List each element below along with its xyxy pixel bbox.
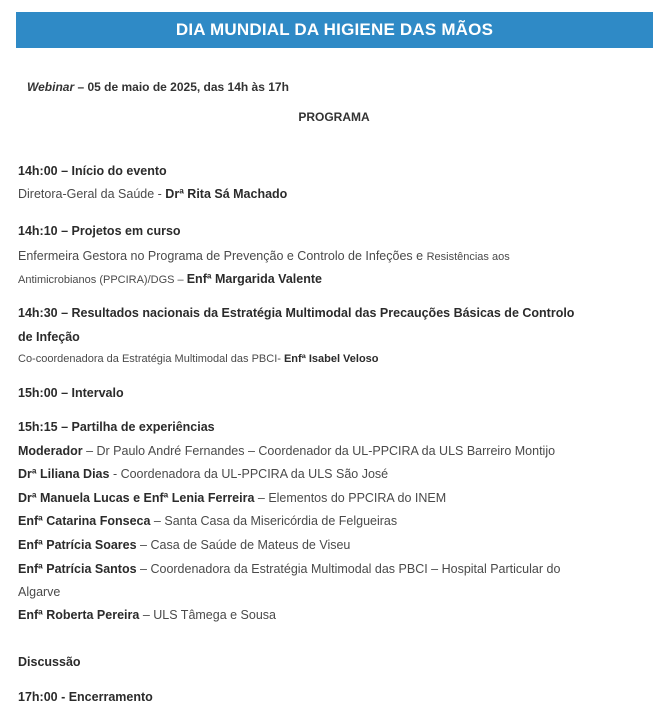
panelist-line: [18, 467, 388, 481]
programa-heading: PROGRAMA: [298, 110, 370, 124]
session-results-title: 14h:30 – Resultados nacionais da Estratégia Multimodal das Precauções Básicas de Controlo: [18, 306, 575, 320]
panelist-role: – Santa Casa da Misericórdia de Felgueiras: [150, 514, 398, 528]
session-results-title-cont: de Infeção: [18, 330, 80, 344]
session-start-title: 14h:00 – Início do evento: [18, 164, 167, 178]
speaker-role-cont: Resistências aos: [426, 251, 510, 263]
panelist-name: Drª Liliana Dias: [18, 467, 110, 481]
panelist-line: [18, 491, 446, 505]
panelist-name: Enfª Patrícia Soares: [18, 538, 137, 552]
session-projects-speaker: [18, 272, 322, 286]
webinar-label: Webinar: [27, 80, 75, 94]
panelist-name: Drª Manuela Lucas e Enfª Lenia Ferreira: [18, 491, 255, 505]
panelist-role: - Coordenadora da UL-PPCIRA da ULS São José: [109, 467, 389, 481]
panelist-role: – Coordenadora da Estratégia Multimodal das PBCI – Hospital Particular do: [136, 562, 561, 576]
session-projects-title: 14h:10 – Projetos em curso: [18, 224, 181, 238]
speaker-name: Enfª Margarida Valente: [186, 272, 322, 286]
event-title-banner: DIA MUNDIAL DA HIGIENE DAS MÃOS: [16, 12, 653, 48]
speaker-role: Enfermeira Gestora no Programa de Prevenção e Controlo de Infeções e: [18, 249, 427, 263]
webinar-line: [27, 80, 289, 94]
panelist-name: Enfª Patrícia Santos: [18, 562, 137, 576]
speaker-role: Diretora-Geral da Saúde -: [18, 187, 166, 201]
session-interval-title: 15h:00 – Intervalo: [18, 386, 124, 400]
closing-title: 17h:00 - Encerramento: [18, 690, 153, 704]
speaker-role: Co-coordenadora da Estratégia Multimodal das PBCI-: [18, 353, 284, 365]
panelist-name: Moderador: [18, 444, 83, 458]
panelist-name: Enfª Catarina Fonseca: [18, 514, 151, 528]
speaker-name: Enfª Isabel Veloso: [283, 353, 379, 365]
panelist-role: – Dr Paulo André Fernandes – Coordenador da UL-PPCIRA da ULS Barreiro Montijo: [82, 444, 556, 458]
panelist-role: – ULS Tâmega e Sousa: [139, 608, 277, 622]
speaker-name: Drª Rita Sá Machado: [165, 187, 288, 201]
panelist-line: [18, 562, 560, 576]
panelist-line: [18, 608, 276, 622]
panelist-line: [18, 514, 397, 528]
session-experiences-title: 15h:15 – Partilha de experiências: [18, 420, 215, 434]
panelist-line: [18, 538, 350, 552]
panelist-line-cont: Algarve: [18, 585, 61, 599]
session-start-speaker: [18, 187, 287, 201]
panelist-role: – Casa de Saúde de Mateus de Viseu: [136, 538, 351, 552]
speaker-role: Antimicrobianos (PPCIRA)/DGS –: [18, 274, 187, 286]
session-projects-role: [18, 249, 510, 263]
webinar-date: – 05 de maio de 2025, das 14h às 17h: [74, 80, 289, 94]
panelist-line: [18, 444, 555, 458]
panelist-name: Enfª Roberta Pereira: [18, 608, 140, 622]
session-results-speaker: [18, 353, 379, 365]
discussion-title: Discussão: [18, 655, 81, 669]
panelist-role: – Elementos do PPCIRA do INEM: [254, 491, 447, 505]
